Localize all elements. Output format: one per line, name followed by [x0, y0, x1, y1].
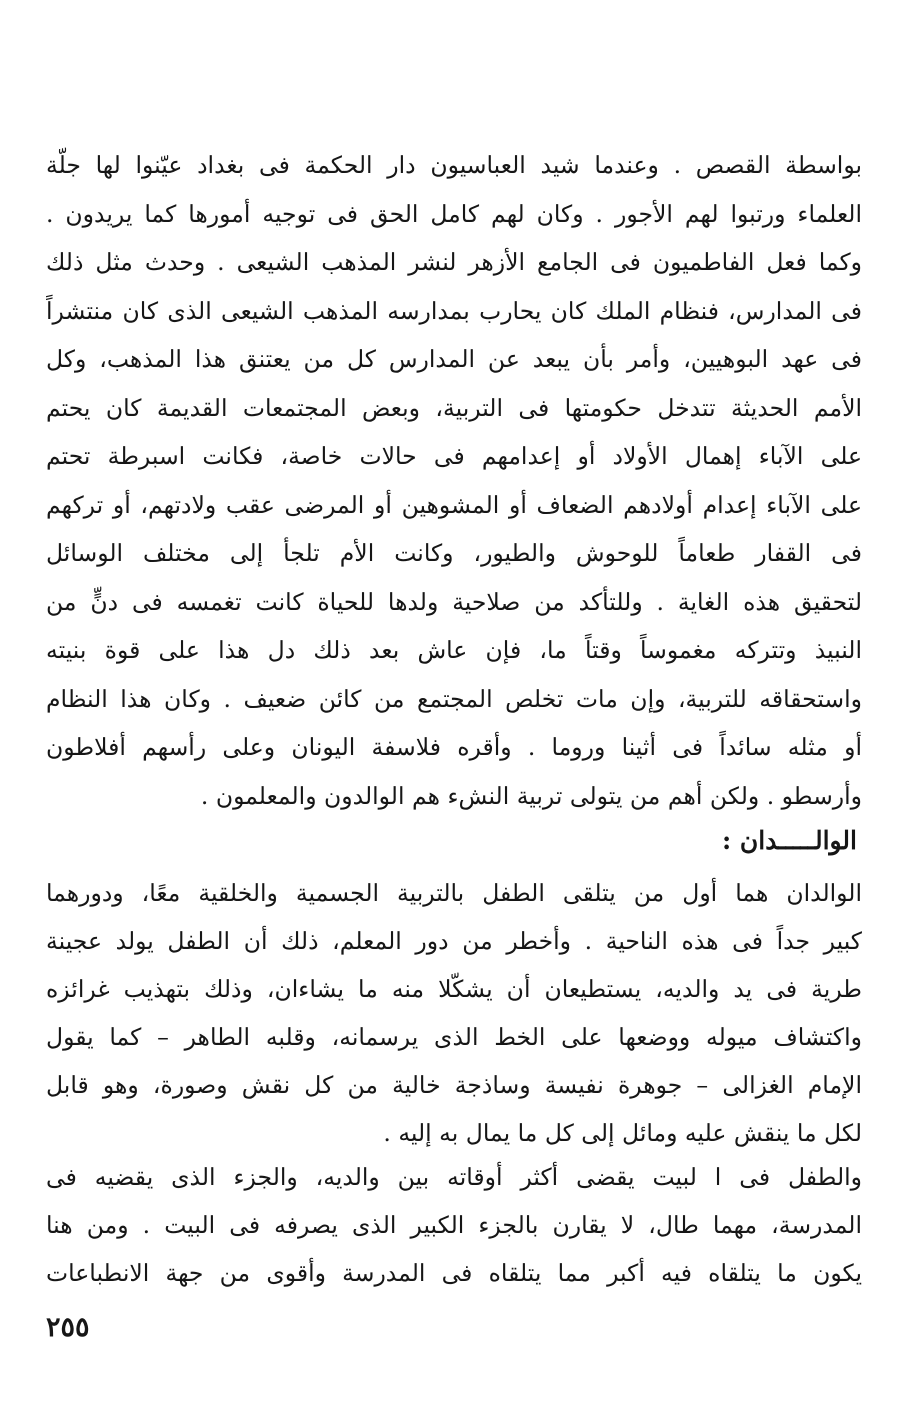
text-line: فى المدارس، فنظام الملك كان يحارب بمدارسه المذهب الشيعى الذى كان منتشراً [46, 296, 862, 325]
text-line: الإمام الغزالى – جوهرة نفيسة وساذجة خالية من كل نقش وصورة، وهو قابل [46, 1071, 862, 1099]
text-line: وكما فعل الفاطميون فى الجامع الأزهر لنشر المذهب الشيعى . وحدث مثل ذلك [46, 248, 862, 276]
page-number: ٢٥٥ [46, 1312, 90, 1343]
paragraph-education-history [46, 141, 862, 820]
text-line: فى القفار طعاماً للوحوش والطيور، وكانت الأم تلجأ إلى مختلف الوسائل [46, 539, 862, 567]
paragraph-parents [46, 869, 862, 1157]
text-line: على الآباء إعدام أولادهم الضعاف أو المشوهين أو المرضى عقب ولادتهم، أو تركهم [46, 490, 862, 519]
text-line: الوالدان هما أول من يتلقى الطفل بالتربية الجسمية والخلقية معًا، ودورهما [46, 879, 862, 907]
text-line: لكل ما ينقش عليه ومائل إلى كل ما يمال به إليه . [383, 1119, 862, 1147]
text-line: واكتشاف ميوله ووضعها على الخط الذى يرسمانه، وقلبه الطاهر – كما يقول [46, 1023, 862, 1051]
text-line: أو مثله سائداً فى أثينا وروما . وأقره فلاسفة اليونان وعلى رأسهم أفلاطون [46, 733, 862, 761]
text-line: واستحقاقه للتربية، وإن مات تخلص المجتمع من كائن ضعيف . وكان هذا النظام [46, 684, 862, 713]
text-line: يكون ما يتلقاه فيه أكبر مما يتلقاه فى المدرسة وأقوى من جهة الانطباعات [46, 1259, 862, 1287]
section-heading: الوالـــــدان : [721, 826, 857, 855]
text-line: بواسطة القصص . وعندما شيد العباسيون دار الحكمة فى بغداد عيّنوا لها جلّة [46, 151, 862, 179]
text-line: والطفل فى ا لبيت يقضى أكثر أوقاته بين والديه، والجزء الذى يقضيه فى [46, 1163, 862, 1191]
text-line: العلماء ورتبوا لهم الأجور . وكان لهم كامل الحق فى توجيه أمورها كما يريدون . [46, 199, 862, 228]
text-line: كبير جداً فى هذه الناحية . وأخطر من دور المعلم، ذلك أن الطفل يولد عجينة [46, 927, 862, 955]
text-line: الأمم الحديثة تتدخل حكومتها فى التربية، وبعض المجتمعات القديمة كان يحتم [46, 393, 862, 422]
text-line: المدرسة، مهما طال، لا يقارن بالجزء الكبير الذى يصرفه فى البيت . ومن هنا [46, 1211, 862, 1239]
text-line: فى عهد البوهيين، وأمر بأن يبعد عن المدارس كل من يعتنق هذا المذهب، وكل [46, 345, 862, 373]
text-line: على الآباء إهمال الأولاد أو إعدامهم فى حالات خاصة، فكانت اسبرطة تحتم [46, 442, 862, 470]
text-line: النبيذ وتتركه مغموساً وقتاً ما، فإن عاش بعد ذلك دل هذا على قوة بنيته [46, 636, 862, 664]
text-line: وأرسطو . ولكن أهم من يتولى تربية النشء هم الوالدون والمعلمون . [200, 781, 862, 810]
paragraph-child-at-home [46, 1153, 862, 1297]
text-line: لتحقيق هذه الغاية . وللتأكد من صلاحية ولدها للحياة كانت تغمسه فى دنٍّ من [46, 587, 862, 616]
text-line: طرية فى يد والديه، يستطيعان أن يشكّلا منه ما يشاءان، وذلك بتهذيب غرائزه [46, 975, 862, 1003]
